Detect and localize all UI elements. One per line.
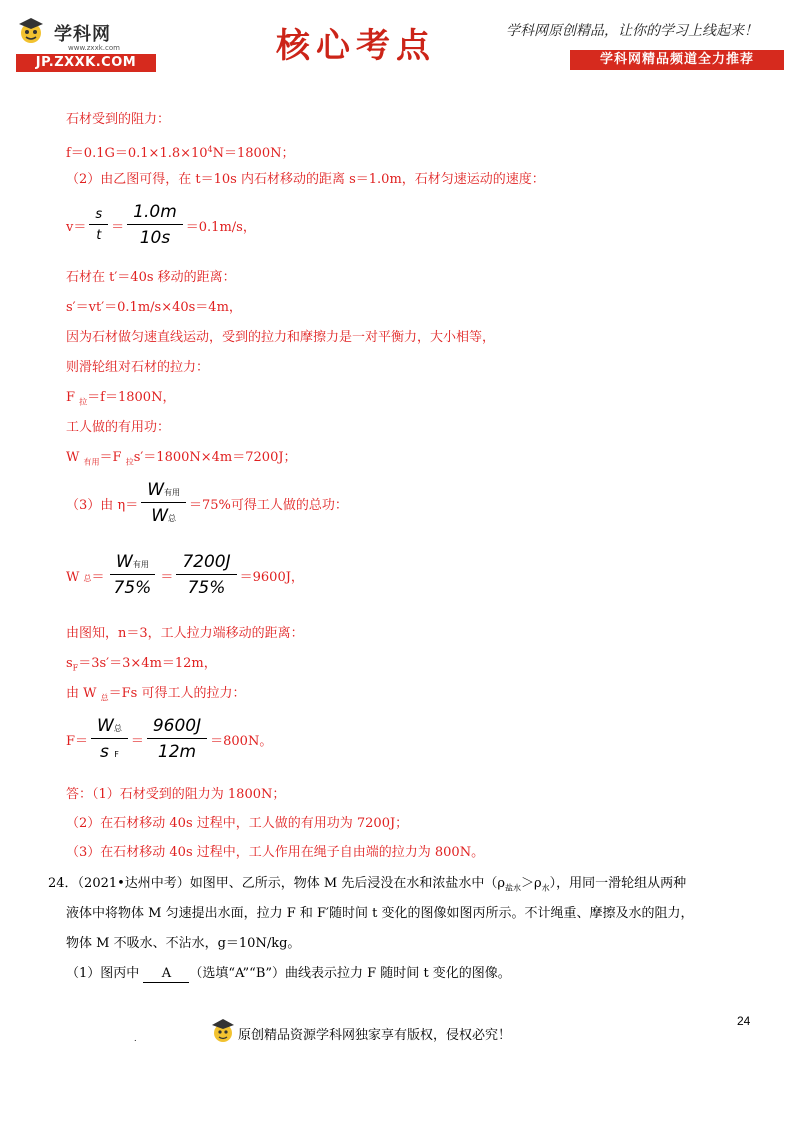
answer-line: 石材在 t′＝40s 移动的距离：	[66, 270, 236, 285]
eq-rhs: ＝0.1m/s，	[185, 219, 256, 235]
answer-line	[66, 450, 297, 471]
symbol: W	[116, 552, 133, 572]
question-24-line-3: 物体 M 不吸水、不沾水，g＝10N/kg。	[66, 936, 301, 951]
subscript: 总	[83, 573, 92, 583]
eq-sign: ＝	[130, 733, 144, 749]
text-run: ＝F	[99, 450, 122, 465]
fraction	[141, 480, 186, 526]
text-run: s	[66, 656, 73, 671]
fraction	[89, 207, 108, 243]
text-run: （选填“A”“B”）曲线表示拉力 F 随时间 t 变化的图像。	[189, 966, 511, 981]
text-run: ＝Fs 可得工人的拉力：	[108, 686, 246, 701]
answer-summary-2: （2）在石材移动 40s 过程中，工人做的有用功为 7200J；	[66, 816, 409, 831]
logo-name: 学科网	[54, 24, 111, 45]
answer-line: 则滑轮组对石材的拉力：	[66, 360, 210, 375]
answer-line	[66, 686, 245, 707]
text-run: N＝1800N；	[212, 146, 295, 161]
subscript: 总	[100, 693, 109, 703]
equation-force	[66, 716, 272, 762]
symbol: s	[100, 742, 109, 762]
denominator	[145, 503, 182, 526]
eq-sign: ＝	[111, 219, 125, 235]
numerator: 7200J	[176, 552, 236, 575]
text-run: W	[66, 450, 80, 465]
text-run: F	[66, 390, 76, 405]
fraction	[108, 552, 158, 598]
answer-line: 由图知，n＝3，工人拉力端移动的距离：	[66, 626, 304, 641]
denominator: 12m	[157, 742, 197, 762]
superscript: 4	[207, 145, 213, 154]
copyright-notice: 原创精品资源学科网独家享有版权，侵权必究！	[238, 1028, 512, 1043]
promo-banner: 学科网精品频道全力推荐	[570, 50, 784, 70]
equation-efficiency	[66, 480, 348, 526]
text-run: 24．（2021•达州中考）如图甲、乙所示，物体 M 先后浸没在水和浓盐水中（ρ	[48, 876, 506, 891]
symbol: W	[147, 480, 165, 500]
subscript: 总	[113, 724, 122, 733]
eq-sign: ＝	[91, 569, 105, 585]
eq-lhs: v＝	[66, 219, 87, 235]
answer-blank: A	[143, 966, 189, 983]
page-number: 24	[737, 1014, 751, 1028]
denominator	[94, 739, 125, 762]
denominator: 75%	[187, 578, 226, 598]
equation-total-work	[66, 552, 304, 598]
text-run: ），用同一滑轮组从两种	[549, 876, 687, 891]
numerator	[91, 716, 128, 739]
answer-line	[66, 142, 294, 162]
page-header	[0, 0, 800, 80]
eq-rhs: ＝75%可得工人做的总功：	[189, 497, 348, 513]
question-24-line-2: 液体中将物体 M 匀速提出水面，拉力 F 和 F′随时间 t 变化的图像如图丙所示。不计绳重、摩擦及水的阻力，	[66, 906, 694, 921]
logo-url: www.zxxk.com	[68, 44, 120, 52]
numerator	[110, 552, 155, 575]
symbol: W	[66, 569, 80, 585]
answer-summary-3: （3）在石材移动 40s 过程中，工人作用在绳子自由端的拉力为 800N。	[66, 845, 485, 860]
numerator	[141, 480, 186, 503]
text-run: f＝0.1G＝0.1×1.8×10	[66, 146, 208, 161]
fraction	[91, 716, 128, 762]
subscript: 盐水	[505, 883, 522, 893]
denominator: t	[96, 228, 102, 243]
page-title: 核心考点	[276, 26, 436, 66]
logo-banner: JP.ZXXK.COM	[16, 54, 156, 72]
subscript: F	[72, 663, 79, 673]
text-run: 由 W	[66, 686, 97, 701]
symbol: W	[97, 716, 114, 736]
eq-lhs: （3）由 η＝	[66, 497, 139, 513]
answer-line: 因为石材做匀速直线运动，受到的拉力和摩擦力是一对平衡力，大小相等，	[66, 330, 496, 345]
eq-rhs: ＝9600J，	[239, 569, 304, 585]
answer-line	[66, 656, 217, 677]
text-run: ＞ρ	[521, 876, 542, 891]
mascot-icon	[210, 1016, 236, 1046]
text-run: s′＝1800N×4m＝7200J；	[133, 450, 297, 465]
denominator: 10s	[139, 228, 171, 248]
fraction	[147, 716, 207, 762]
zxxk-logo[interactable]	[16, 14, 156, 72]
text-run: ＝f＝1800N，	[87, 390, 176, 405]
numerator: 9600J	[147, 716, 207, 739]
question-24-line-1	[48, 876, 686, 897]
subscript: 有用	[132, 560, 149, 569]
answer-summary-1: 答：（1）石材受到的阻力为 1800N；	[66, 787, 286, 802]
answer-line: 石材受到的阻力：	[66, 112, 171, 127]
subscript: 拉	[125, 457, 134, 467]
denominator: 75%	[113, 578, 152, 598]
footer-dot: .	[134, 1034, 137, 1043]
subscript: 有用	[83, 457, 100, 467]
page-footer	[210, 1012, 590, 1052]
eq-lhs	[66, 566, 105, 585]
subscript: 有用	[164, 488, 181, 497]
numerator: 1.0m	[127, 202, 183, 225]
subscript: 总	[168, 514, 177, 523]
eq-lhs: F＝	[66, 733, 89, 749]
answer-line: （2）由乙图可得，在 t＝10s 内石材移动的距离 s＝1.0m，石材匀速运动的速度：	[66, 172, 545, 187]
answer-line: s′＝vt′＝0.1m/s×40s＝4m，	[66, 300, 242, 315]
symbol: W	[151, 506, 169, 526]
mascot-icon	[16, 16, 46, 46]
numerator: s	[89, 207, 108, 225]
eq-rhs: ＝800N。	[210, 733, 273, 749]
header-slogan: 学科网原创精品，让你的学习上线起来！	[506, 23, 758, 39]
equation-velocity	[66, 202, 256, 248]
answer-line	[66, 390, 175, 411]
text-run: （1）图丙中	[66, 966, 144, 981]
subscript: 水	[541, 883, 550, 893]
fraction	[176, 552, 236, 598]
eq-sign: ＝	[160, 569, 174, 585]
subscript: F	[114, 750, 119, 759]
text-run: ＝3s′＝3×4m＝12m，	[78, 656, 217, 671]
subscript: 拉	[79, 397, 88, 407]
question-24-part-1	[66, 966, 511, 983]
fraction	[127, 202, 183, 248]
answer-line: 工人做的有用功：	[66, 420, 171, 435]
